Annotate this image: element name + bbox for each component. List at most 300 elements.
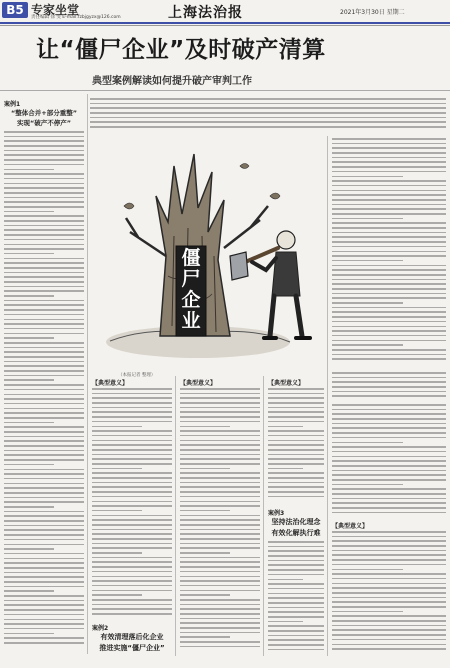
text-line <box>4 497 84 499</box>
text-line <box>92 599 172 601</box>
text-line <box>90 98 446 100</box>
text-line <box>332 176 403 178</box>
text-line <box>4 633 54 635</box>
text-line <box>180 435 260 437</box>
text-line <box>332 479 446 481</box>
text-line <box>92 416 172 418</box>
text-line <box>4 309 84 311</box>
text-line <box>180 407 260 409</box>
text-line <box>90 117 446 119</box>
text-line <box>332 418 446 420</box>
text-line <box>332 583 446 585</box>
text-line <box>180 472 260 474</box>
text-line <box>92 585 172 587</box>
text-line <box>332 386 446 388</box>
text-line <box>4 576 84 578</box>
text-line <box>92 411 172 413</box>
text-line <box>4 262 84 264</box>
header-accent-rule <box>0 22 450 24</box>
text-line <box>4 529 84 531</box>
text-line <box>92 435 172 437</box>
text-line <box>4 225 84 227</box>
text-line <box>268 597 324 599</box>
text-line <box>92 613 172 615</box>
text-line <box>180 538 260 540</box>
text-line <box>268 416 324 418</box>
text-line <box>4 487 84 489</box>
title-divider <box>0 90 450 91</box>
text-line <box>268 440 324 442</box>
text-line <box>332 484 403 486</box>
text-line <box>4 558 84 560</box>
text-line <box>180 585 260 587</box>
column-divider <box>87 94 88 654</box>
text-line <box>92 580 172 582</box>
case-3-heading-line2: 有效化解执行难 <box>271 529 321 537</box>
text-line <box>92 477 172 479</box>
illustration-sign-text: 僵尸企业 <box>181 247 201 332</box>
text-line <box>268 458 324 460</box>
text-line <box>92 454 172 456</box>
text-line <box>332 629 446 631</box>
case-1-continued-text <box>332 138 446 368</box>
case-1-heading-line1: “整体合并+部分重整” <box>11 109 77 117</box>
text-line <box>268 611 324 613</box>
text-line <box>4 572 84 574</box>
text-line <box>332 185 446 187</box>
text-line <box>332 307 446 309</box>
column-divider <box>175 376 176 656</box>
text-line <box>4 215 84 217</box>
text-line <box>268 583 324 585</box>
text-line <box>180 557 260 559</box>
text-line <box>180 444 260 446</box>
section-b-body <box>180 388 260 654</box>
case-3-body <box>268 541 324 655</box>
text-line <box>332 232 446 234</box>
text-line <box>332 171 446 173</box>
text-line <box>332 255 446 257</box>
text-line <box>268 454 324 456</box>
text-line <box>332 213 446 215</box>
text-line <box>332 474 446 476</box>
text-line <box>4 520 84 522</box>
text-line <box>4 464 54 466</box>
text-line <box>4 553 84 555</box>
text-line <box>332 432 446 434</box>
text-line <box>4 281 84 283</box>
text-line <box>4 361 84 363</box>
text-line <box>180 561 260 563</box>
text-line <box>92 430 172 432</box>
text-line <box>180 463 260 465</box>
text-line <box>4 248 84 250</box>
text-line <box>4 595 84 597</box>
text-line <box>4 201 84 203</box>
header-thin-rule <box>0 25 450 26</box>
text-line <box>268 477 324 479</box>
text-line <box>4 600 84 602</box>
text-line <box>268 397 324 399</box>
text-line <box>332 540 446 542</box>
text-line <box>4 220 84 222</box>
text-line <box>4 197 84 199</box>
text-line <box>332 564 446 566</box>
text-line <box>92 557 172 559</box>
article-title: 让“僵尸企业”及时破产清算 <box>36 37 326 63</box>
text-line <box>332 545 446 547</box>
text-line <box>4 333 84 335</box>
text-line <box>332 391 446 393</box>
text-line <box>332 569 403 571</box>
text-line <box>332 404 446 406</box>
case-2-heading-line1: 有效清理落后化企业 <box>100 633 164 641</box>
text-line <box>332 157 446 159</box>
text-line <box>4 384 84 386</box>
text-line <box>180 641 260 643</box>
text-line <box>268 388 324 390</box>
text-line <box>4 178 84 180</box>
text-line <box>332 354 446 356</box>
text-line <box>180 590 260 592</box>
text-line <box>4 506 54 508</box>
text-line <box>332 330 446 332</box>
text-line <box>332 279 446 281</box>
text-line <box>4 394 84 396</box>
text-line <box>4 478 84 480</box>
text-line <box>4 351 84 353</box>
text-line <box>180 468 230 470</box>
text-line <box>332 625 446 627</box>
text-line <box>4 295 54 297</box>
text-line <box>332 311 446 313</box>
text-line <box>92 505 172 507</box>
text-line <box>4 145 84 147</box>
text-line <box>268 402 324 404</box>
text-line <box>92 561 172 563</box>
text-line <box>4 183 84 185</box>
text-line <box>332 536 446 538</box>
text-line <box>4 511 84 513</box>
text-line <box>332 620 446 622</box>
editor-meta: 责任编辑 徐 雯 E-mail:fzbjgyzx@126.com <box>31 15 121 20</box>
text-line <box>4 370 84 372</box>
text-line <box>268 560 324 562</box>
text-line <box>332 138 446 140</box>
text-line <box>92 463 172 465</box>
text-line <box>180 426 230 428</box>
text-line <box>180 580 260 582</box>
text-line <box>332 381 446 383</box>
text-line <box>332 283 446 285</box>
text-line <box>180 421 260 423</box>
text-line <box>4 169 54 171</box>
text-line <box>180 636 230 638</box>
text-line <box>268 564 324 566</box>
text-line <box>180 524 260 526</box>
text-line <box>92 543 172 545</box>
text-line <box>332 246 446 248</box>
text-line <box>4 642 84 644</box>
text-line <box>180 491 260 493</box>
text-line <box>332 194 446 196</box>
case-1-heading-line2: 实现“破产不停产” <box>16 119 72 127</box>
text-line <box>180 646 260 648</box>
text-line <box>90 121 446 123</box>
text-line <box>332 293 446 295</box>
page-number-badge: B5 <box>2 2 28 18</box>
text-line <box>268 630 324 632</box>
text-line <box>92 515 172 517</box>
text-line <box>332 611 403 613</box>
case-2-heading-line2: 推进实施“僵尸企业” <box>99 644 165 652</box>
text-line <box>332 615 446 617</box>
text-line <box>268 593 324 595</box>
text-line <box>268 430 324 432</box>
text-line <box>92 449 172 451</box>
text-line <box>180 510 230 512</box>
right-column-middle-text <box>332 404 446 518</box>
text-line <box>180 519 260 521</box>
text-line <box>332 143 446 145</box>
column-divider <box>327 136 328 656</box>
text-line <box>92 444 172 446</box>
case-2-label: 案例2 <box>92 625 109 632</box>
text-line <box>180 430 260 432</box>
text-line <box>180 622 260 624</box>
text-line <box>4 567 84 569</box>
text-line <box>268 616 324 618</box>
text-line <box>4 347 84 349</box>
text-line <box>4 356 84 358</box>
text-line <box>90 107 446 109</box>
text-line <box>92 594 142 596</box>
text-line <box>268 635 324 637</box>
text-line <box>180 571 260 573</box>
text-line <box>180 454 260 456</box>
text-line <box>332 597 446 599</box>
text-line <box>332 592 446 594</box>
text-line <box>332 204 446 206</box>
text-line <box>180 566 260 568</box>
text-line <box>332 222 446 224</box>
text-line <box>4 492 84 494</box>
text-line <box>92 496 172 498</box>
text-line <box>4 436 84 438</box>
text-line <box>92 576 172 578</box>
text-line <box>4 422 54 424</box>
text-line <box>4 548 54 550</box>
section-c-body <box>268 388 324 504</box>
text-line <box>4 140 84 142</box>
text-line <box>180 440 260 442</box>
text-line <box>332 446 446 448</box>
text-line <box>92 421 172 423</box>
section-c-label: 【典型意义】 <box>268 380 305 387</box>
text-line <box>268 426 303 428</box>
text-line <box>92 519 172 521</box>
text-line <box>332 190 446 192</box>
text-line <box>92 604 172 606</box>
text-line <box>4 337 54 339</box>
section-b-label: 【典型意义】 <box>180 380 217 387</box>
text-line <box>4 389 84 391</box>
text-line <box>332 512 446 514</box>
text-line <box>92 510 142 512</box>
tree-stump-axe-illustration <box>90 136 324 370</box>
text-line <box>4 459 84 461</box>
text-line <box>332 639 446 641</box>
text-line <box>332 349 446 351</box>
text-line <box>268 555 324 557</box>
text-line <box>180 632 260 634</box>
text-line <box>4 586 84 588</box>
text-line <box>4 206 84 208</box>
text-line <box>4 483 84 485</box>
text-line <box>332 372 446 374</box>
text-line <box>92 468 142 470</box>
text-line <box>180 604 260 606</box>
text-line <box>4 276 84 278</box>
text-line <box>4 515 84 517</box>
text-line <box>4 408 84 410</box>
text-line <box>4 253 54 255</box>
text-line <box>4 375 84 377</box>
text-line <box>4 290 84 292</box>
text-line <box>268 579 303 581</box>
text-line <box>4 164 84 166</box>
text-line <box>4 173 84 175</box>
text-line <box>4 623 84 625</box>
text-line <box>4 628 84 630</box>
text-line <box>268 569 324 571</box>
text-line <box>332 321 446 323</box>
text-line <box>180 529 260 531</box>
text-line <box>4 187 84 189</box>
page-header <box>0 0 450 22</box>
text-line <box>92 538 172 540</box>
text-line <box>332 498 446 500</box>
text-line <box>180 515 260 517</box>
text-line <box>4 365 84 367</box>
text-line <box>4 431 84 433</box>
text-line <box>4 342 84 344</box>
text-line <box>268 444 324 446</box>
text-line <box>4 445 84 447</box>
text-line <box>332 437 446 439</box>
text-line <box>268 486 324 488</box>
text-line <box>332 559 446 561</box>
text-line <box>180 599 260 601</box>
text-line <box>268 468 303 470</box>
text-line <box>92 393 172 395</box>
column-divider <box>263 376 264 656</box>
text-line <box>180 505 260 507</box>
text-line <box>180 393 260 395</box>
text-line <box>4 637 84 639</box>
text-line <box>180 482 260 484</box>
issue-date: 2021年3月30日 星期二 <box>340 9 405 16</box>
text-line <box>332 199 446 201</box>
text-line <box>332 218 403 220</box>
text-line <box>268 411 324 413</box>
text-line <box>332 644 446 646</box>
text-line <box>332 236 446 238</box>
text-line <box>4 614 84 616</box>
text-line <box>332 409 446 411</box>
text-line <box>180 501 260 503</box>
text-line <box>4 267 84 269</box>
text-line <box>180 458 260 460</box>
newspaper-masthead: 上海法治报 <box>168 5 243 21</box>
text-line <box>332 335 446 337</box>
text-line <box>332 502 446 504</box>
text-line <box>332 470 446 472</box>
text-line <box>4 412 84 414</box>
text-line <box>4 426 84 428</box>
text-line <box>92 529 172 531</box>
text-line <box>180 613 260 615</box>
text-line <box>268 472 324 474</box>
text-line <box>180 627 260 629</box>
text-line <box>4 403 84 405</box>
text-line <box>92 491 172 493</box>
section-title: 专家坐堂 <box>31 3 80 17</box>
text-line <box>4 525 84 527</box>
text-line <box>332 573 446 575</box>
text-line <box>332 358 446 360</box>
text-line <box>92 440 172 442</box>
text-line <box>268 407 324 409</box>
text-line <box>180 547 260 549</box>
text-line <box>92 590 172 592</box>
text-line <box>4 323 84 325</box>
text-line <box>332 578 446 580</box>
text-line <box>332 395 446 397</box>
text-line <box>332 488 446 490</box>
text-line <box>268 449 324 451</box>
text-line <box>180 618 260 620</box>
text-line <box>90 112 446 114</box>
text-line <box>332 302 403 304</box>
text-line <box>4 239 84 241</box>
text-line <box>332 507 446 509</box>
text-line <box>4 590 54 592</box>
lead-paragraph <box>90 98 446 134</box>
article-subtitle: 典型案例解读如何提升破产审判工作 <box>92 76 252 87</box>
text-line <box>4 154 84 156</box>
text-line <box>4 319 84 321</box>
text-line <box>180 477 260 479</box>
case-3-label: 案例3 <box>268 510 285 517</box>
text-line <box>92 547 172 549</box>
text-line <box>332 451 446 453</box>
text-line <box>4 604 84 606</box>
text-line <box>332 456 446 458</box>
text-line <box>92 472 172 474</box>
text-line <box>4 234 84 236</box>
text-line <box>332 297 446 299</box>
text-line <box>268 491 324 493</box>
text-line <box>92 533 172 535</box>
text-line <box>4 136 84 138</box>
text-line <box>92 407 172 409</box>
text-line <box>180 388 260 390</box>
text-line <box>4 539 84 541</box>
case-3-heading-line1: 坚持法治化理念 <box>271 518 321 526</box>
text-line <box>268 588 324 590</box>
text-line <box>332 227 446 229</box>
